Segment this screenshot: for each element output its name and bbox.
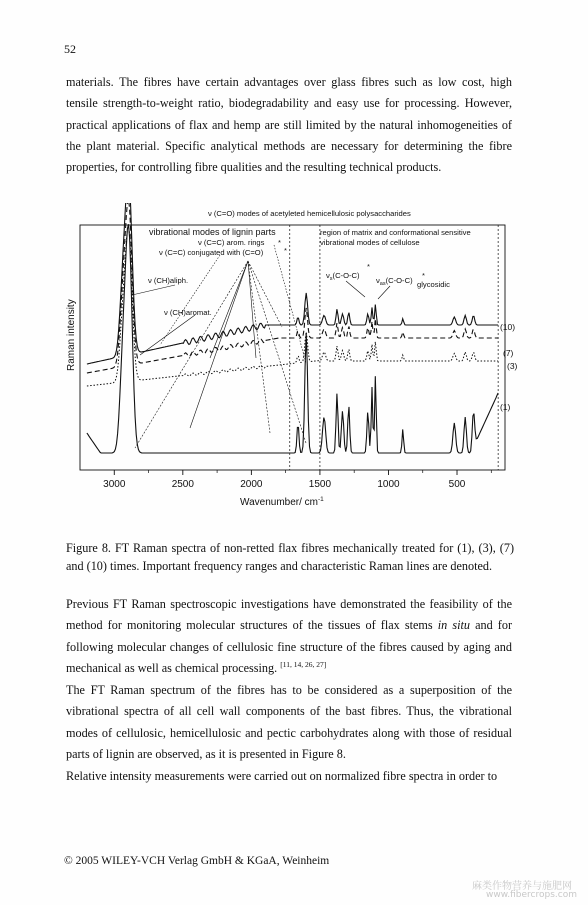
annotation-glycosidic: glycosidic: [417, 280, 450, 289]
raman-spectra-chart: [60, 203, 530, 518]
page-number: 52: [64, 42, 76, 56]
annotation-ch-aliph: ν (CH)aliph.: [148, 276, 189, 285]
annotation-star-4: *: [422, 271, 425, 280]
series-label-3: (3): [507, 361, 518, 371]
x-tick-label: 1500: [308, 479, 332, 490]
figure-8: [60, 203, 530, 518]
annotation-coc-s: $\nu_s(C-O-C)$: [326, 271, 360, 282]
spectra: [87, 203, 498, 453]
paragraph-relative-intensity: Relative intensity measurements were carried out on normalized fibre spectra in order to: [66, 769, 498, 783]
x-tick-label: 2500: [171, 479, 194, 490]
y-axis-label: Raman intensity: [66, 299, 77, 371]
watermark-chinese: 麻类作物营养与施肥网: [472, 881, 572, 892]
copyright-footer: © 2005 WILEY-VCH Verlag GmbH & KGaA, Weinheim: [64, 855, 330, 867]
x-axis-ticks: [103, 470, 491, 490]
series-label-7: (7): [503, 348, 514, 358]
annotation-star-2: *: [284, 246, 287, 255]
figure-caption: Figure 8. FT Raman spectra of non-retted flax fibres mechanically treated for (1), (3), (7) and (10) times. Important frequency ranges and characteristic Raman lines are denoted.: [66, 541, 514, 573]
x-tick-label: 500: [448, 479, 466, 490]
watermark-url: www.fibercrops.com: [486, 890, 577, 900]
x-axis-label: Wavenumber/ $cm^{-1}$: [240, 496, 324, 508]
x-tick-label: 2000: [240, 479, 263, 490]
series-label-10: (10): [500, 322, 516, 332]
annotation-lignin-title: vibrational modes of lignin parts: [149, 227, 276, 237]
series-label-1: (1): [500, 402, 511, 412]
paragraph-superposition: The FT Raman spectrum of the fibres has to be considered as a superposition of the vibrational spectra of all cell wall components of the bast fibres. Thus, the vibrational modes of cellulosic, hemicellulosic and pectic carbohydrates along with those of residual parts of lignin are observed, as it is presented in Figure 8.: [66, 683, 512, 761]
annotation-matrix-2: vibrational modes of cellulose: [320, 238, 420, 247]
annotation-cc-arom: ν (C=C) arom. rings: [198, 238, 265, 247]
annotation-c-o: ν (C=O) modes of acetyleted hemicellulosic polysaccharides: [208, 209, 411, 218]
reference-citation: [11, 14, 26, 27]: [280, 659, 327, 669]
paragraph-intro: materials. The fibres have certain advantages over glass fibres such as low cost, high tensile strength-to-weight ratio, biodegradability and easy use for processing. However, practical applications of flax and hemp are still limited by the natural inhomogeneities of the plant material. Specific analytical methods are necessary for determining the fibre properties, for controlling fibre qualities and the resulting technical products.: [66, 75, 512, 175]
spectrum-1: [87, 224, 498, 453]
annotation-cc-conj: ν (C=C) conjugated with (C=O): [159, 248, 264, 257]
paragraph-previous-investigations: Previous FT Raman spectroscopic investigations have demonstrated the feasibility of the method for monitoring molecular structures of the tissues of flax stems in situ and for following molecular changes of cellulosic fine structure of the fibres caused by aging and mechanical as well as chemical processing. [11, 14, 26, 27]: [66, 597, 513, 675]
x-tick-label: 1000: [377, 479, 400, 490]
annotation-star-1: *: [278, 238, 281, 247]
x-tick-label: 3000: [103, 479, 126, 490]
annotation-coc-as: $\nu_{as}(C-O-C)$: [376, 276, 413, 287]
annotation-matrix-1: region of matrix and conformational sensitive: [320, 228, 471, 237]
annotation-star-3: *: [367, 262, 370, 271]
annotation-ch-aromat: ν (CH)aromat.: [164, 308, 212, 317]
